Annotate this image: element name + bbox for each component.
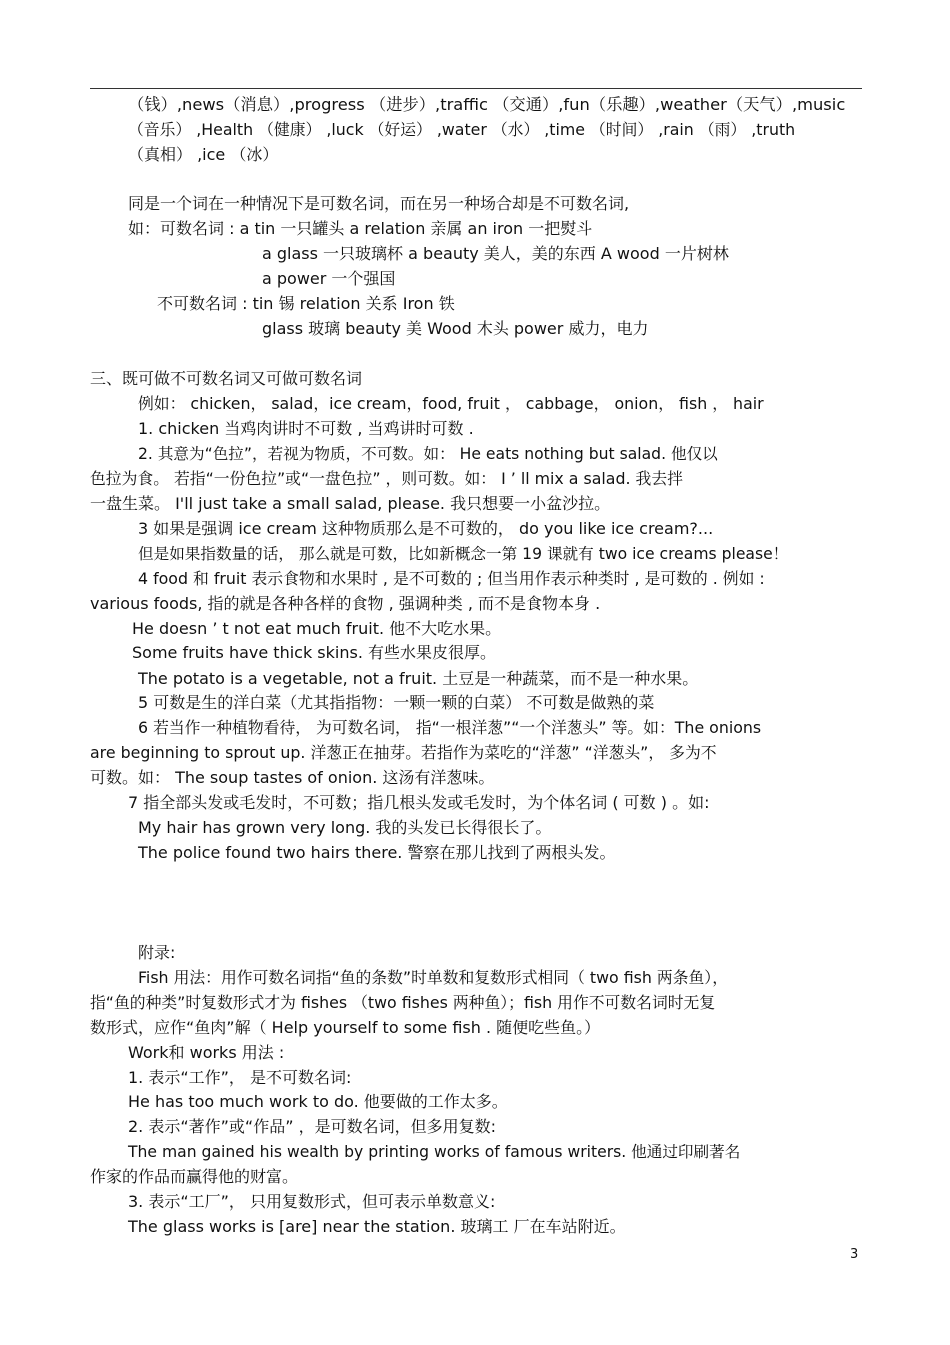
text-line: 数形式，应作“鱼肉”解（ Help yourself to some fish . 随便吃些鱼。） <box>90 1018 601 1037</box>
text-line: My hair has grown very long. 我的头发已长得很长了。 <box>138 818 552 837</box>
text-line: 2. 其意为“色拉”，若视为物质，不可数。如： He eats nothing but salad. 他仅以 <box>138 445 718 463</box>
text-line: Fish 用法：用作可数名词指“鱼的条数”时单数和复数形式相同（ two fish 两条鱼）， <box>138 968 728 987</box>
text-line: 色拉为食。 若指“一份色拉”或“一盘色拉” ，则可数。如： I ’ ll mix a salad. 我去拌 <box>90 469 683 488</box>
text-line: 3 如果是强调 ice cream 这种物质那么是不可数的， do you like ice cream?... <box>138 519 714 538</box>
text-line: （钱）,news（消息）,progress （进步）,traffic （交通）,fun（乐趣）,weather（天气）,music <box>128 95 846 114</box>
text-line: 同是一个词在一种情况下是可数名词，而在另一种场合却是不可数名词, <box>128 194 630 213</box>
text-line: 5 可数是生的洋白菜（尤其指指物：一颗一颗的白菜） 不可数是做熟的菜 <box>138 693 655 712</box>
text-line: 2. 表示“著作”或“作品” ，是可数名词，但多用复数: <box>128 1117 496 1136</box>
text-line: 一盘生菜。 I'll just take a small salad, please. 我只想要一小盆沙拉。 <box>90 494 611 513</box>
text-line: 指“鱼的种类”时复数形式才为 fishes （two fishes 两种鱼）；fish 用作不可数名词时无复 <box>90 993 716 1012</box>
text-line: a power 一个强国 <box>262 269 396 288</box>
text-line: （真相） ,ice （冰） <box>128 145 279 164</box>
text-line: Some fruits have thick skins. 有些水果皮很厚。 <box>132 643 497 662</box>
text-line: 如：可数名词 : a tin 一只罐头 a relation 亲属 an iron 一把熨斗 <box>128 219 593 238</box>
text-line: The police found two hairs there. 警察在那儿找到了两根头发。 <box>138 843 616 862</box>
text-line: various foods, 指的就是各种各样的食物 , 强调种类 , 而不是食物本身 . <box>90 594 601 613</box>
text-line: The glass works is [are] near the station. 玻璃工 厂在车站附近。 <box>128 1217 626 1236</box>
section-heading: 三、既可做不可数名词又可做可数名词 <box>90 369 363 388</box>
header-rule <box>90 88 862 89</box>
text-line: 例如： chicken， salad，ice cream，food, fruit ， cabbage， onion， fish ， hair <box>138 394 764 413</box>
text-line: Work和 works 用法 : <box>128 1043 285 1062</box>
page-number: 3 <box>850 1247 859 1262</box>
text-line: 6 若当作一种植物看待， 为可数名词， 指“一根洋葱”“一个洋葱头” 等。如：The onions <box>138 718 762 737</box>
text-line: 作家的作品而赢得他的财富。 <box>90 1167 299 1186</box>
text-line: 可数。如： The soup tastes of onion. 这汤有洋葱味。 <box>90 768 495 787</box>
text-line: 不可数名词 : tin 锡 relation 关系 Iron 铁 <box>157 294 455 313</box>
text-line: 3. 表示“工厂”， 只用复数形式，但可表示单数意义: <box>128 1192 496 1211</box>
text-line: are beginning to sprout up. 洋葱正在抽芽。若指作为菜吃的“洋葱” “洋葱头”， 多为不 <box>90 743 717 762</box>
text-line: He doesn ’ t not eat much fruit. 他不大吃水果。 <box>132 619 502 638</box>
text-line: glass 玻璃 beauty 美 Wood 木头 power 威力，电力 <box>262 319 649 338</box>
text-line: 1. 表示“工作”， 是不可数名词: <box>128 1068 352 1087</box>
text-line: 7 指全部头发或毛发时，不可数；指几根头发或毛发时，为个体名词 ( 可数 ) 。如: <box>128 793 710 812</box>
text-line: a glass 一只玻璃杯 a beauty 美人，美的东西 A wood 一片树林 <box>262 244 729 263</box>
text-line: The man gained his wealth by printing works of famous writers. 他通过印刷著名 <box>128 1143 741 1161</box>
text-line: He has too much work to do. 他要做的工作太多。 <box>128 1092 508 1111</box>
text-line: 1. chicken 当鸡肉讲时不可数 , 当鸡讲时可数 . <box>138 419 474 438</box>
text-line: 但是如果指数量的话， 那么就是可数，比如新概念一第 19 课就有 two ice creams please！ <box>138 545 789 563</box>
text-line: The potato is a vegetable, not a fruit. 土豆是一种蔬菜，而不是一种水果。 <box>138 669 699 688</box>
appendix-heading: 附录: <box>138 943 176 962</box>
text-line: （音乐） ,Health （健康） ,luck （好运） ,water （水） ,time （时间） ,rain （雨） ,truth <box>128 120 796 139</box>
text-line: 4 food 和 fruit 表示食物和水果时 , 是不可数的 ; 但当用作表示种类时 , 是可数的 . 例如 : <box>138 569 765 588</box>
